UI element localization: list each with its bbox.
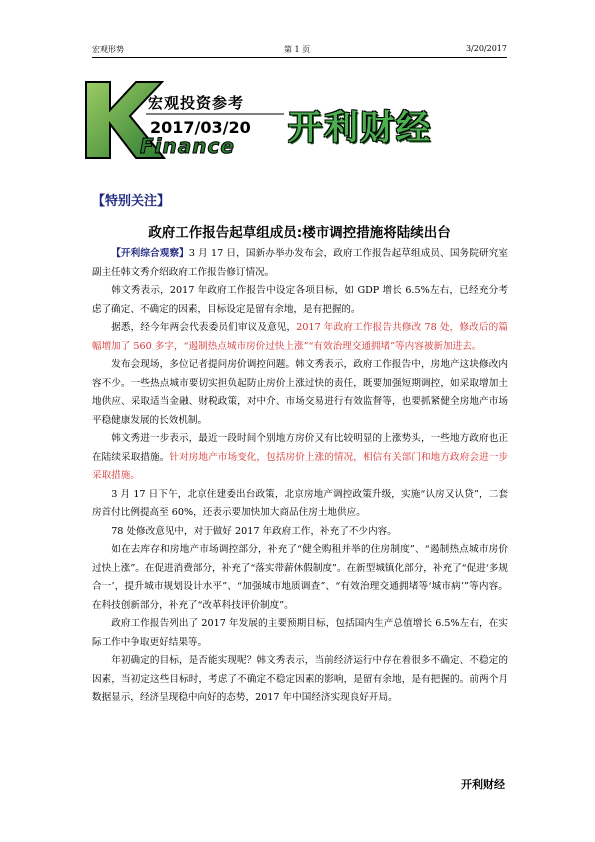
logo-subtitle: 宏观投资参考	[148, 94, 245, 112]
paragraph: 政府工作报告列出了 2017 年发展的主要预期目标，包括国内生产总值增长 6.5%左右，在实际工作中争取更好结果等。	[92, 618, 508, 648]
header-rule	[92, 57, 507, 58]
header-date: 3/20/2017	[465, 44, 507, 53]
paragraph: 发布会现场，多位记者提问房价调控问题。韩文秀表示，政府工作报告中，房地产这块修改内容不少。一些热点城市要切实担负起防止房价上涨过快的责任，既要加强短期调控，如采取增加土地供应、采取适当金融、财税政策，对中介、市场交易进行有效监督等，也要抓紧健全房地产市场平稳健康发展的长效机制。	[92, 359, 508, 426]
paragraph: 韩文秀进一步表示，最近一段时间个别地方房价又有比较明显的上涨势头，一些地方政府也正在陆续采取措施。针对房地产市场变化，包括房价上涨的情况，相信有关部门和地方政府会进一步采取措施。	[92, 433, 509, 481]
masthead-logo	[84, 80, 504, 160]
paragraph: 78 处修改意见中，对于做好 2017 年政府工作，补充了不少内容。	[111, 525, 397, 537]
page-header	[92, 44, 507, 58]
section-label: 【特别关注】	[92, 194, 171, 209]
article-title: 政府工作报告起草组成员:楼市调控措施将陆续出台	[148, 225, 451, 241]
logo-brand-name: 开利财经	[288, 108, 432, 148]
highlight-text: 针对房地产市场变化，包括房价上涨的情况，相信有关部门和地方政府会进一步采取措施。	[92, 451, 509, 481]
paragraph: 年初确定的目标，是否能实现呢？韩文秀表示，当前经济运行中存在着很多不确定、不稳定的因素，当初定这些目标时，考虑了不确定不稳定因素的影响，是留有余地，是有把握的。前两个月数据显示，经济呈现稳中向好的态势，2017 年中国经济实现良好开局。	[92, 655, 508, 703]
paragraph: 韩文秀表示，2017 年政府工作报告中设定各项目标，如 GDP 增长 6.5%左右，已经充分考虑了确定、不确定的因素，目标设定是留有余地，是有把握的。	[92, 285, 508, 315]
footer-brand: 开利财经	[461, 778, 505, 791]
header-page-number: 第 1 页	[284, 45, 311, 54]
highlight-text: 2017 年政府工作报告共修改 78 处，修改后的篇幅增加了 560 多字，“遏制热点城市房价过快上涨”“有效治理交通拥堵”等内容被新加进去。	[92, 322, 508, 352]
header-category: 宏观形势	[92, 45, 124, 54]
article-body	[92, 245, 508, 708]
paragraph: 【开利综合观察】3 月 17 日，国新办举办发布会，政府工作报告起草组成员、国务院研究室副主任韩文秀介绍政府工作报告修订情况。	[92, 248, 509, 278]
paragraph: 据悉，经今年两会代表委员们审议及意见，2017 年政府工作报告共修改 78 处，修改后的篇幅增加了 560 多字，“遏制热点城市房价过快上涨”“有效治理交通拥堵”等内容被新加进去。	[92, 322, 508, 352]
logo-finance-word: Finance	[140, 134, 235, 158]
paragraph: 如在去库存和房地产市场调控部分，补充了“健全购租并举的住房制度”、“遏制热点城市房价过快上涨”。在促进消费部分，补充了“落实带薪休假制度”。在新型城镇化部分，补充了“促进‘多规合一’，提升城市规划设计水平”、“加强城市地质调查”、“有效治理交通拥堵等‘城市病’”等内容。在科技创新部分，补充了“改革科技评价制度”。	[92, 544, 509, 611]
article-lead-tag: 【开利综合观察】	[111, 248, 189, 259]
paragraph: 3 月 17 日下午，北京住建委出台政策，北京房地产调控政策升级，实施“认房又认贷”，二套房首付比例提高至 60%，还表示要加快加大商品住房土地供应。	[92, 488, 508, 518]
logo-date: 2017/03/20	[150, 118, 251, 137]
